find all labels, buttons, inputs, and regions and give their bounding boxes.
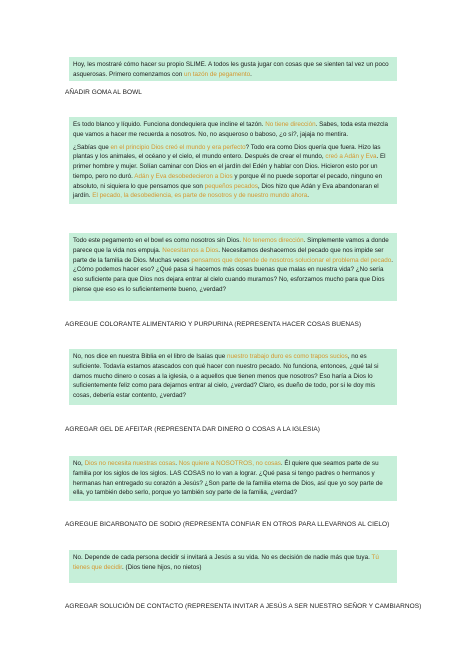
intro-accent: un tazón de pegamento — [183, 70, 251, 78]
step-heading-5: AGREGAR SOLUCIÓN DE CONTACTO (REPRESENTA INVITAR A JESÚS A SER NUESTRO SEÑOR Y CAMBIARNOS) — [65, 603, 422, 610]
explanation-box-5 — [69, 550, 397, 583]
explanation-paragraph-3: Todo este pegamento en el bowl es como nosotros sin Dios. No tenemos dirección. Simplemente vamos a donde parece que la vida nos empuja. Necesitamos a Dios. Necesitamos deshacernos del pecado que nos impide ser parte de la familia de Dios. Muchas veces pensamos que depende de nosotros solucionar el problema del pecado. ¿Cómo podemos hacer eso? ¿Qué pasa si hacemos más cosas buenas que malas en nuestra vida? ¿No sería eso suficiente para que Dios nos dejara entrar al cielo cuando muramos? No, esforzamos mucho para que Dios piense que eso es lo suficientemente bueno, ¿verdad? — [73, 237, 393, 293]
intro-box — [69, 57, 397, 81]
explanation-box-1 — [69, 117, 397, 204]
explanation-paragraph-4: No, nos dice en nuestra Biblia en el libro de Isaías que nuestro trabajo duro es como trapos sucios, no es suficiente. Todavía estamos atascados con qué hacer con nuestro pecado. No funciona, entonces, ¿qué tal si damos mucho dinero o cosas a la iglesia, o a aquellos que tienen menos que nosotros? Eso haría a Dios lo suficientemente feliz como para dejarnos entrar al cielo, ¿verdad? Claro, es dueño de todo, por si le doy mis cosas, debería estar contento, ¿verdad? — [73, 353, 379, 399]
explanation-box-3 — [69, 349, 397, 405]
step-heading-3: AGREGAR GEL DE AFEITAR (REPRESENTA DAR DINERO O COSAS A LA IGLESIA) — [65, 426, 320, 433]
explanation-box-2 — [69, 233, 397, 301]
explanation-paragraph-1: Es todo blanco y líquido. Funciona dondequiera que incline el tazón. No tiene dirección. Sabes, toda esta mezcla que vamos a hacer me recuerda a nosotros. No, no asqueroso o baboso, ¿o sí?, jajaja no mentira. — [73, 121, 389, 138]
step-heading-1: AÑADIR GOMA AL BOWL — [65, 89, 142, 96]
explanation-paragraph-6: No. Depende de cada persona decidir si invitará a Jesús a su vida. No es decisión de nadie más que tuya. Tú tienes que decidir. (Dios tiene hijos, no nietos) — [73, 554, 379, 571]
explanation-paragraph-2: ¿Sabías que en el principio Dios creó el mundo y era perfecto? Todo era como Dios quería que fuera. Hizo las plantas y los animales, el océano y el cielo, el mundo entero. Después de crear el mundo, creó a Adán y Eva. El primer hombre y mujer. Solían caminar con Dios en el jardín del Edén y hablar con Dios. Hicieron esto por un tiempo, pero no duró. Adán y Eva desobedecieron a Dios y porque él no puede soportar el pecado, ninguno en absoluto, ni siquiera lo que pensamos que son pequeños pecados, Dios hizo que Adán y Eva abandonaran el jardín. El pecado, la desobediencia, es parte de nosotros y de nuestro mundo ahora. — [73, 143, 386, 200]
explanation-paragraph-5: No, Dios no necesita nuestras cosas. Nos quiere a NOSOTROS, no cosas. Él quiere que seamos parte de su familia por los siglos de los siglos. LAS COSAS no lo van a lograr. ¿Qué pasa si tengo padres o hermanos y hermanas han entregado su corazón a Jesús? ¿Son parte de la familia eterna de Dios, así que yo soy parte de ella, yo también debo serlo, porque yo también soy parte de la familia, ¿verdad? — [73, 460, 383, 497]
explanation-box-4 — [69, 456, 397, 501]
intro-text: Hoy, les mostraré cómo hacer su propio SLIME. A todos les gusta jugar con cosas que se sienten tal vez un poco asquerosas. Primero comenzamos con un tazón de pegamento. — [73, 61, 389, 78]
step-heading-4: AGREGUE BICARBONATO DE SODIO (REPRESENTA CONFIAR EN OTROS PARA LLEVARNOS AL CIELO) — [65, 521, 390, 528]
step-heading-2: AGREGUE COLORANTE ALIMENTARIO Y PURPURINA (REPRESENTA HACER COSAS BUENAS) — [65, 321, 362, 328]
